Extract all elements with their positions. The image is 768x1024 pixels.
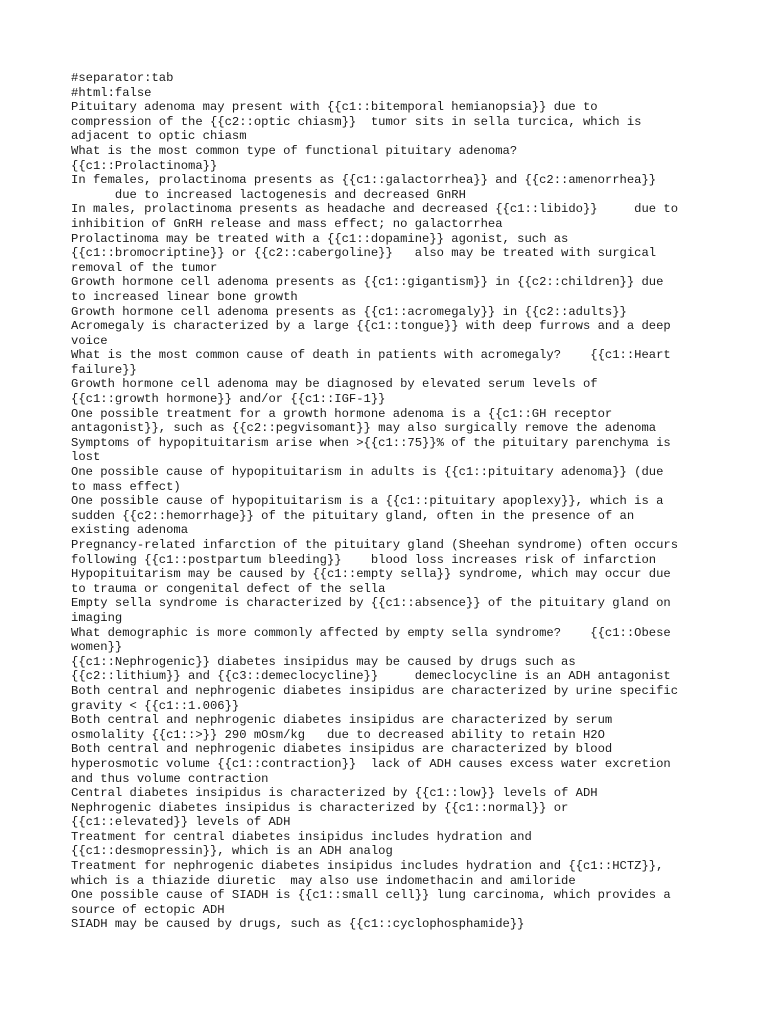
text-line: Growth hormone cell adenoma may be diagnosed by elevated serum levels of	[71, 377, 598, 392]
text-line: antagonist}}, such as {{c2::pegvisomant}} may also surgically remove the adenoma	[71, 421, 657, 436]
text-line: One possible cause of hypopituitarism in adults is {{c1::pituitary adenoma}} (due	[71, 465, 664, 480]
text-line: {{c2::lithium}} and {{c3::demeclocycline}} demeclocycline is an ADH antagonist	[71, 669, 671, 684]
text-line: Both central and nephrogenic diabetes insipidus are characterized by blood	[71, 742, 613, 757]
text-line: What is the most common type of functional pituitary adenoma?	[71, 143, 518, 158]
text-line: Prolactinoma may be treated with a {{c1::dopamine}} agonist, such as	[71, 231, 569, 246]
text-line: In males, prolactinoma presents as headache and decreased {{c1::libido}} due to	[71, 202, 679, 217]
text-line: which is a thiazide diuretic may also use indomethacin and amiloride	[71, 873, 576, 888]
text-line: {{c1::growth hormone}} and/or {{c1::IGF-1}}	[71, 392, 386, 407]
text-line: Acromegaly is characterized by a large {{c1::tongue}} with deep furrows and a deep	[71, 319, 671, 334]
text-line: Pregnancy-related infarction of the pituitary gland (Sheehan syndrome) often occurs	[71, 538, 679, 552]
text-line: One possible treatment for a growth hormone adenoma is a {{c1::GH receptor	[71, 406, 613, 421]
text-line: voice	[71, 333, 108, 348]
text-line: women}}	[71, 640, 123, 655]
text-line: In females, prolactinoma presents as {{c1::galactorrhea}} and {{c2::amenorrhea}}	[71, 173, 657, 188]
text-line: Pituitary adenoma may present with {{c1::bitemporal hemianopsia}} due to	[71, 100, 598, 115]
text-line: Central diabetes insipidus is characterized by {{c1::low}} levels of ADH	[71, 786, 598, 801]
text-line: removal of the tumor	[71, 260, 218, 275]
text-line: source of ectopic ADH	[71, 902, 225, 917]
text-line: Hypopituitarism may be caused by {{c1::empty sella}} syndrome, which may occur due	[71, 567, 671, 582]
text-line: Treatment for central diabetes insipidus includes hydration and	[71, 829, 532, 844]
text-line: {{c1::elevated}} levels of ADH	[71, 815, 291, 830]
text-line: hyperosmotic volume {{c1::contraction}} lack of ADH causes excess water excretion	[71, 756, 671, 771]
text-line: {{c1::desmopressin}}, which is an ADH analog	[71, 844, 393, 859]
text-line: adjacent to optic chiasm	[71, 129, 247, 144]
text-line: Growth hormone cell adenoma presents as {{c1::gigantism}} in {{c2::children}} due	[71, 275, 664, 290]
text-line: {{c1::Nephrogenic}} diabetes insipidus may be caused by drugs such as	[71, 654, 576, 669]
text-line: compression of the {{c2::optic chiasm}} tumor sits in sella turcica, which is	[71, 114, 642, 129]
text-line: lost	[71, 450, 101, 465]
text-line: Growth hormone cell adenoma presents as {{c1::acromegaly}} in {{c2::adults}}	[71, 304, 627, 319]
text-line: osmolality {{c1::>}} 290 mOsm/kg due to decreased ability to retain H2O	[71, 727, 605, 742]
text-line: One possible cause of hypopituitarism is a {{c1::pituitary apoplexy}}, which is a	[71, 494, 664, 509]
text-line: to mass effect)	[71, 479, 181, 494]
text-line: existing adenoma	[71, 523, 189, 538]
text-line: Empty sella syndrome is characterized by {{c1::absence}} of the pituitary gland on	[71, 596, 671, 611]
text-line: #separator:tab	[71, 71, 174, 85]
text-line: Treatment for nephrogenic diabetes insipidus includes hydration and {{c1::HCTZ}},	[71, 859, 664, 874]
text-line: Nephrogenic diabetes insipidus is characterized by {{c1::normal}} or	[71, 800, 569, 815]
text-line: gravity < {{c1::1.006}}	[71, 698, 240, 713]
text-line: Both central and nephrogenic diabetes insipidus are characterized by serum	[71, 713, 613, 728]
text-line: following {{c1::postpartum bleeding}} blood loss increases risk of infarction	[71, 552, 657, 567]
text-line: imaging	[71, 610, 123, 625]
text-line: SIADH may be caused by drugs, such as {{c1::cyclophosphamide}}	[71, 917, 525, 932]
text-line: What demographic is more commonly affected by empty sella syndrome? {{c1::Obese	[71, 625, 671, 640]
text-line: sudden {{c2::hemorrhage}} of the pituitary gland, often in the presence of an	[71, 508, 635, 523]
text-line: What is the most common cause of death in patients with acromegaly? {{c1::Heart	[71, 348, 671, 363]
text-line: One possible cause of SIADH is {{c1::small cell}} lung carcinoma, which provides a	[71, 888, 671, 903]
text-line: {{c1::Prolactinoma}}	[71, 158, 218, 173]
document-page	[71, 71, 701, 932]
text-line: failure}}	[71, 362, 137, 377]
text-line: to increased linear bone growth	[71, 289, 298, 304]
text-line: inhibition of GnRH release and mass effect; no galactorrhea	[71, 216, 503, 231]
text-line: #html:false	[71, 85, 152, 100]
text-line: to trauma or congenital defect of the sella	[71, 581, 386, 596]
text-line: Symptoms of hypopituitarism arise when >{{c1::75}}% of the pituitary parenchyma is	[71, 435, 671, 450]
text-line: {{c1::bromocriptine}} or {{c2::cabergoline}} also may be treated with surgical	[71, 246, 657, 261]
text-line: due to increased lactogenesis and decreased GnRH	[71, 187, 466, 202]
text-line: and thus volume contraction	[71, 771, 269, 786]
text-line: Both central and nephrogenic diabetes insipidus are characterized by urine specific	[71, 683, 679, 698]
